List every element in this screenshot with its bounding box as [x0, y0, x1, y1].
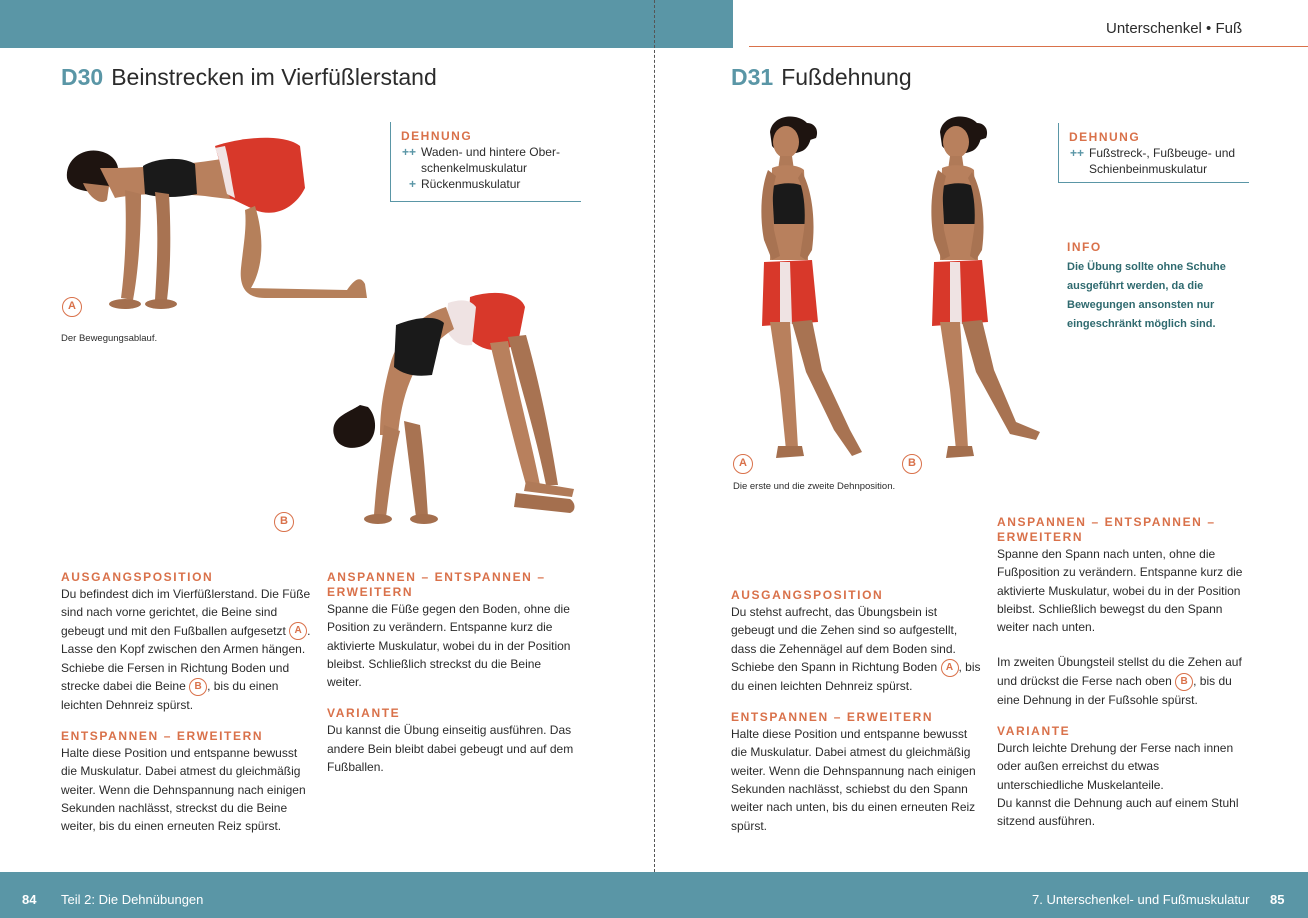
start-position-text: Du stehst aufrecht, das Übungsbein ist gebeugt und die Zehen sind so aufgestellt, dass die Zehennägel auf dem Boden sind. Schiebe den Spann in Richtung Boden A , bis du einen leichten Dehnreiz spürst.	[731, 605, 981, 693]
stretch-info-box	[1058, 123, 1249, 183]
heading-relax-extend: ENTSPANNEN – ERWEITERN	[731, 710, 934, 725]
exercise-title-d31	[731, 64, 912, 91]
position-marker-a: A	[62, 297, 82, 317]
info-text: Die Übung sollte ohne Schuhe ausgeführt werden, da die Bewegungen ansonsten nur eingeschränkt möglich sind.	[1067, 261, 1226, 330]
exercise-photo-a	[750, 110, 880, 470]
heading-tense-relax-extend: ANSPANNEN – ENTSPANNEN – ERWEITERN	[327, 570, 546, 599]
page-fold-line	[654, 0, 655, 872]
inline-marker-a: A	[941, 659, 959, 677]
text-column-right	[997, 515, 1245, 830]
heading-tense-relax-extend: ANSPANNEN – ENTSPANNEN – ERWEITERN	[997, 515, 1216, 544]
exercise-name: Beinstrecken im Vierfüßlerstand	[111, 64, 437, 90]
exercise-code: D31	[731, 64, 774, 90]
muscle-label: Schienbeinmuskulatur	[1089, 162, 1208, 176]
muscle-label: Fußstreck-, Fußbeuge- und	[1089, 146, 1236, 160]
text-column-right	[327, 570, 579, 776]
intensity-mark: ++	[401, 145, 416, 159]
variant-text: Du kannst die Übung einseitig ausführen. Das andere Bein bleibt dabei gebeugt und auf dem Fußballen.	[327, 723, 574, 775]
relax-extend-text: Halte diese Position und entspanne bewusst die Muskulatur. Dabei atmest du gleichmäßig weiter. Wenn die Dehnspannung nach einigen Sekunden nachlässt, schiebst du den Spann weiter nach unten, bis du einen erneuten Reiz spürst.	[731, 727, 976, 833]
image-caption: Die erste und die zweite Dehnposition.	[733, 481, 896, 492]
relax-extend-text: Halte diese Position und entspanne bewusst die Muskulatur. Dabei atmest du gleichmäßig weiter. Wenn die Dehnspannung nach einigen Sekunden nachlässt, streckst du die Beine weiter, bis du einen erneuten Reiz spürst.	[61, 746, 306, 834]
inline-marker-b: B	[1175, 673, 1193, 691]
intensity-mark: ++	[1069, 146, 1084, 160]
exercise-title-d30	[61, 64, 437, 91]
footer-bar	[0, 872, 1308, 918]
box-heading: DEHNUNG	[1069, 130, 1141, 144]
page-number-right: 85	[1270, 892, 1285, 907]
heading-variant: VARIANTE	[327, 706, 401, 721]
start-position-text: Du befindest dich im Vierfüßlerstand. Die Füße sind nach vorne gerichtet, die Beine sind gebeugt und mit den Fußballen aufgesetzt A . Lasse den Kopf zwischen den Armen hängen. Schiebe die Fersen in Richtung Boden und strecke dabei die Beine B , bis du einen leichten Dehnreiz spürst.	[61, 587, 311, 712]
heading-relax-extend: ENTSPANNEN – ERWEITERN	[61, 729, 264, 744]
stretch-info-box	[390, 122, 581, 202]
muscle-label: Rückenmuskulatur	[421, 177, 521, 191]
heading-start-position: AUSGANGSPOSITION	[731, 588, 884, 602]
exercise-photo-b	[320, 285, 585, 530]
info-heading: INFO	[1067, 240, 1102, 254]
inline-marker-b: B	[189, 678, 207, 696]
variant-text: Durch leichte Drehung der Ferse nach innen oder außen erreichst du etwas unterschiedliche Muskelanteile.	[997, 740, 1234, 792]
tense-relax-text: Spanne die Füße gegen den Boden, ohne die Position zu verändern. Entspanne kurz die aktivierte Muskulatur, wobei du in der Position bleibst. Schließlich streckst du die Beine weiter.	[327, 602, 571, 690]
position-marker-a: A	[733, 454, 753, 474]
variant-text-2: Du kannst die Dehnung auch auf einem Stuhl sitzend ausführen.	[997, 795, 1239, 829]
inline-marker-a: A	[289, 622, 307, 640]
exercise-name: Fußdehnung	[781, 64, 912, 90]
position-marker-b: B	[902, 454, 922, 474]
muscle-label: Waden- und hintere Ober-	[421, 145, 560, 159]
section-label: Unterschenkel • Fuß	[1106, 20, 1243, 37]
image-caption: Der Bewegungsablauf.	[61, 333, 158, 344]
header-rule	[749, 46, 1308, 47]
tense-relax-text-2: Im zweiten Übungsteil stellst du die Zehen auf und drückst die Ferse nach oben B , bis du eine Dehnung in der Fußsohle spürst.	[997, 655, 1242, 707]
position-marker-b: B	[274, 512, 294, 532]
tense-relax-text: Spanne den Spann nach unten, ohne die Fußposition zu verändern. Entspanne kurz die aktivierte Muskulatur, wobei du in der Position bleibst. Schließlich bewegst du den Spann weiter nach unten.	[997, 547, 1243, 635]
exercise-photo-b	[918, 110, 1048, 470]
header-bar	[0, 0, 733, 48]
footer-chapter-title: 7. Unterschenkel- und Fußmuskulatur	[1032, 892, 1250, 907]
text-column-left	[61, 570, 311, 836]
info-box	[1067, 240, 1267, 334]
footer-part-title: Teil 2: Die Dehnübungen	[61, 892, 204, 907]
box-heading: DEHNUNG	[401, 129, 473, 143]
page-number-left: 84	[22, 892, 37, 907]
heading-start-position: AUSGANGSPOSITION	[61, 570, 214, 584]
text-column-left	[731, 588, 981, 835]
heading-variant: VARIANTE	[997, 723, 1071, 738]
muscle-label: schenkelmuskulatur	[421, 161, 528, 175]
exercise-code: D30	[61, 64, 104, 90]
intensity-mark: +	[408, 177, 416, 191]
